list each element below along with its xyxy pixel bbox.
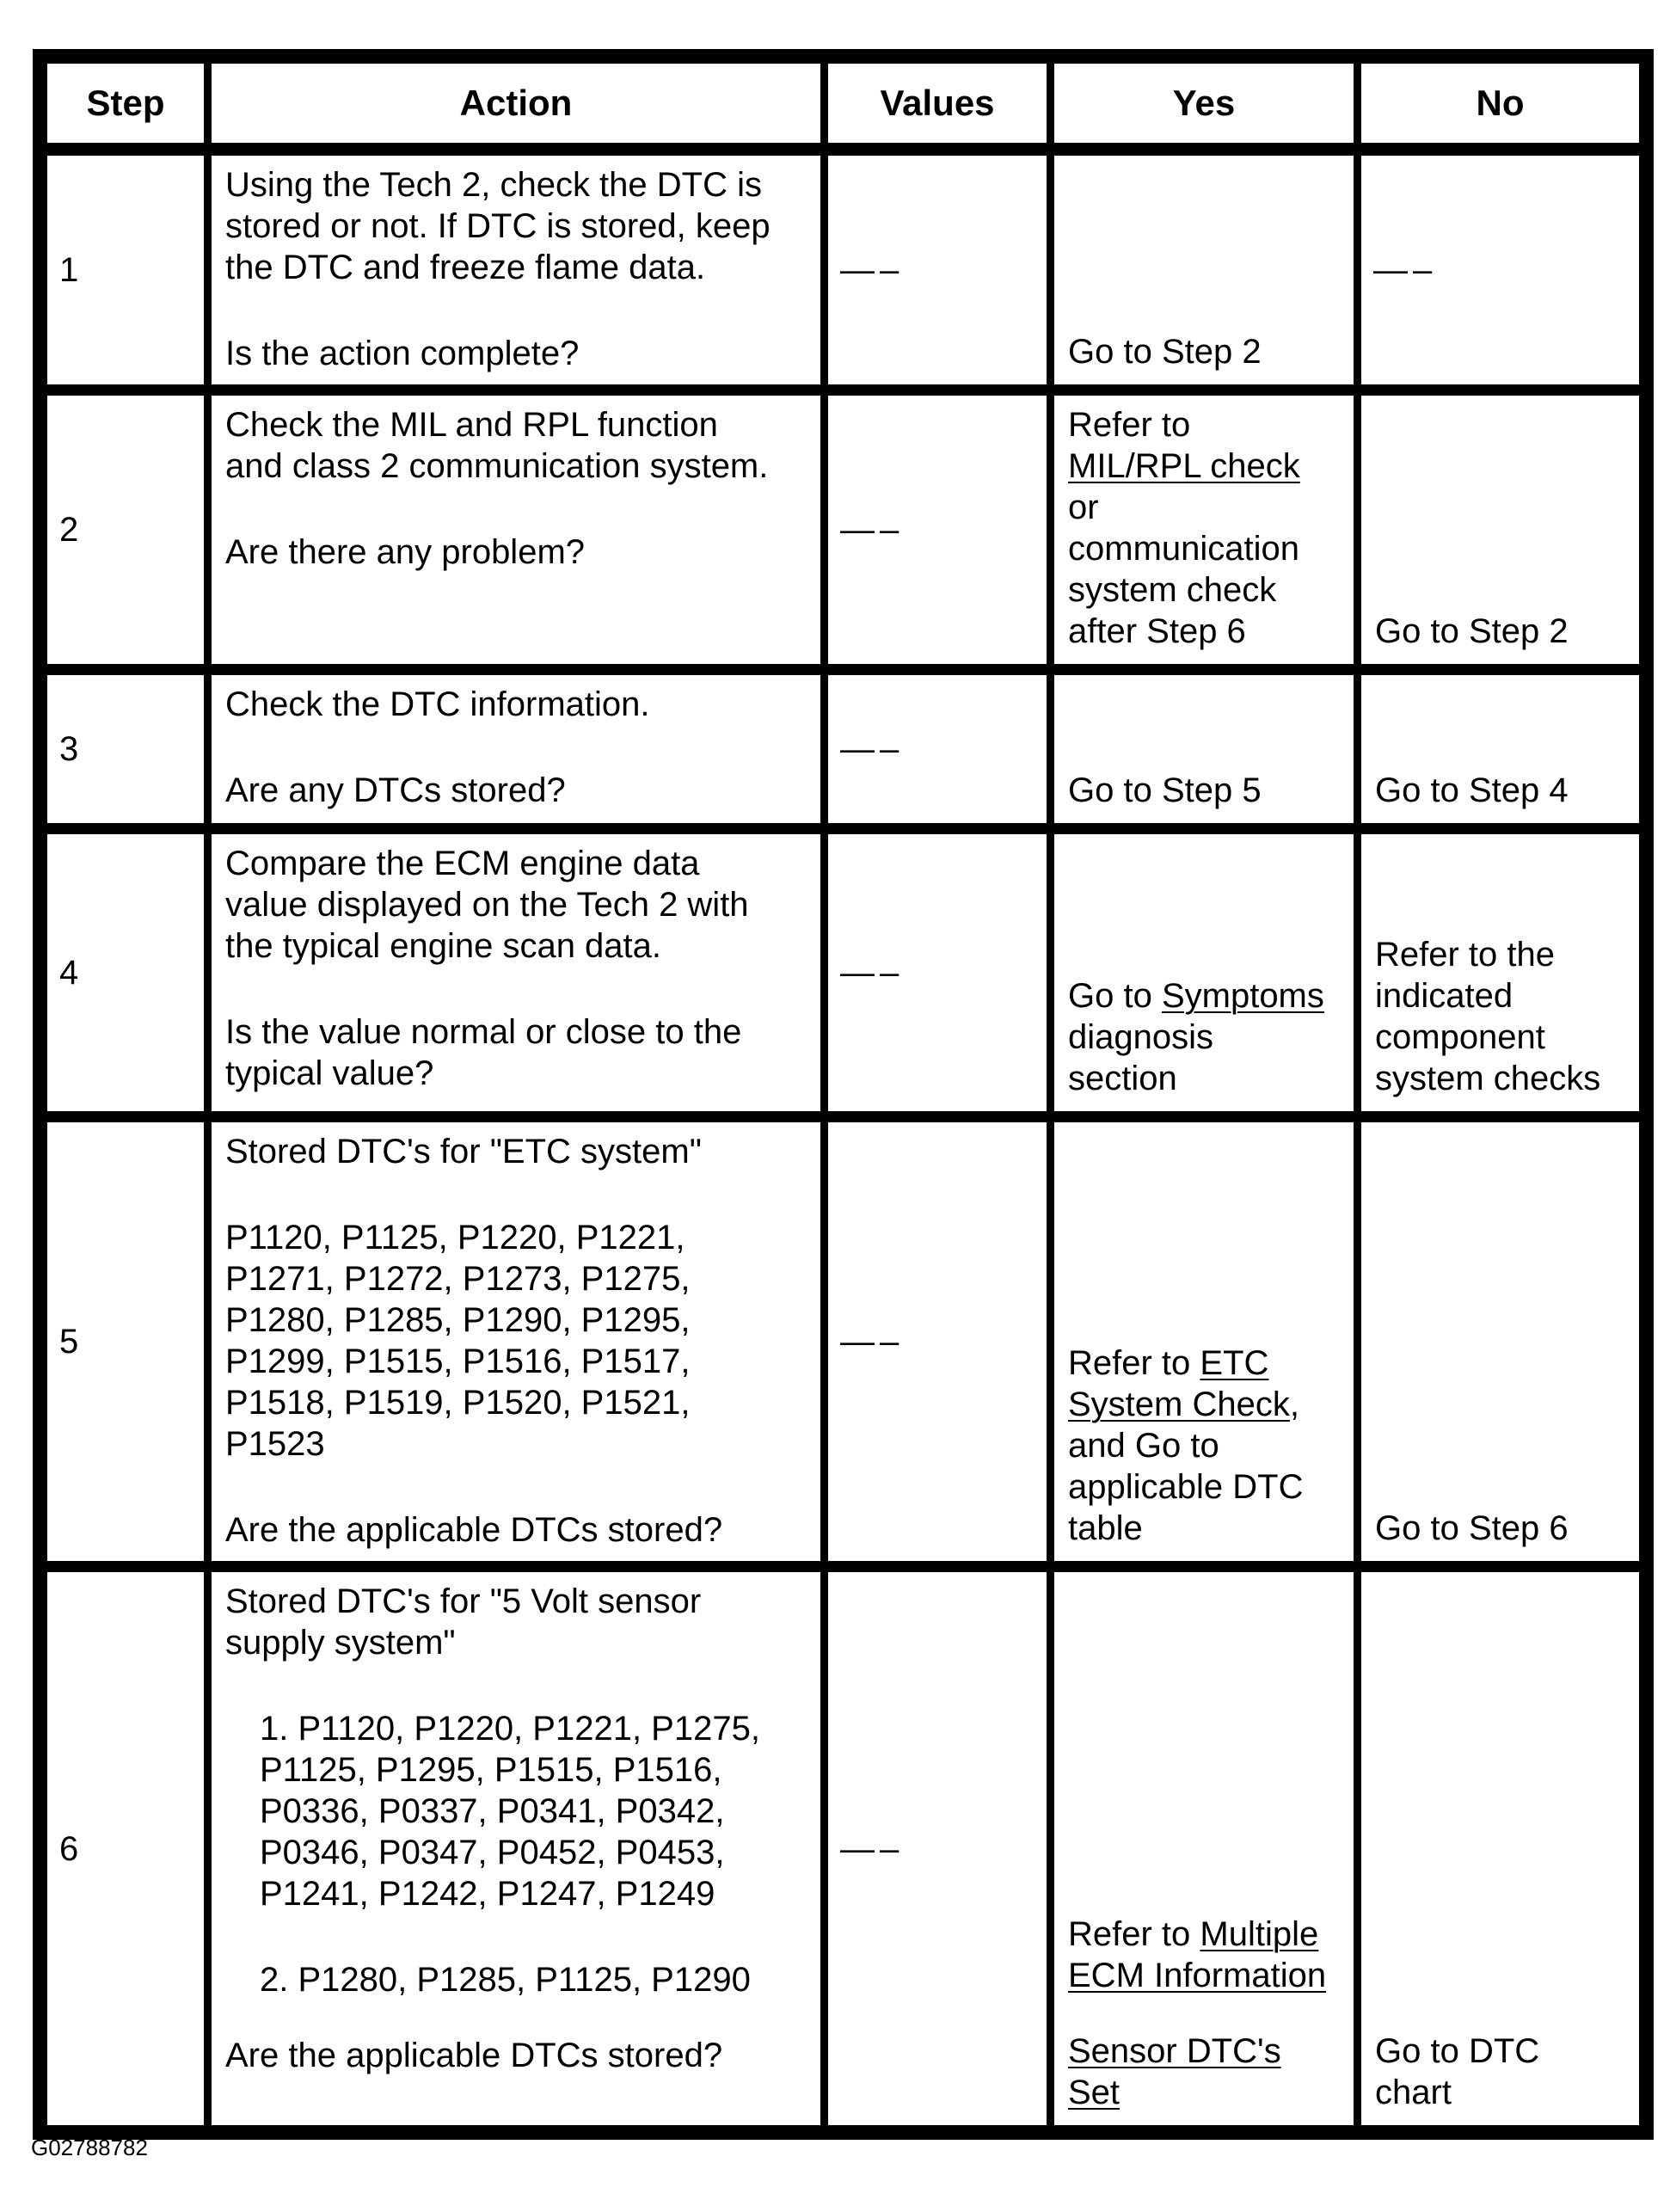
action-paragraph: Are the applicable DTCs stored? xyxy=(225,2037,723,2074)
action-paragraph: Compare the ECM engine data value displayed on the Tech 2 with the typical engine scan data. xyxy=(225,845,749,965)
text-segment: Refer to xyxy=(1068,406,1191,444)
table-row xyxy=(40,390,1647,670)
column-header-no: No xyxy=(1358,57,1647,150)
action-paragraph: 1. P1120, P1220, P1221, P1275, P1125, P1295, P1515, P1516, P0336, P0337, P0341, P0342, P0346, P0347, P0452, P0453, P1241, P1242, P1247, P1249 xyxy=(260,1710,760,1913)
text-segment: , and Go to applicable DTC table xyxy=(1068,1386,1304,1547)
cross-reference-link[interactable]: Sensor DTC's Set xyxy=(1068,2032,1281,2111)
cell-paragraph xyxy=(1068,770,1331,811)
text-segment: Refer to the indicated component system checks xyxy=(1375,936,1601,1097)
cell-paragraph xyxy=(1375,2031,1625,2113)
table-body xyxy=(40,150,1647,2133)
text-segment: Go to Step 6 xyxy=(1375,1509,1569,1547)
yes-cell xyxy=(1051,390,1358,670)
cell-paragraph xyxy=(1068,1343,1331,1549)
action-paragraph: Stored DTC's for "5 Volt sensor supply system" xyxy=(225,1582,702,1662)
no-cell xyxy=(1358,150,1647,390)
values-cell xyxy=(825,1567,1051,2133)
text-segment: Refer to xyxy=(1068,1915,1200,1953)
cell-paragraph xyxy=(1068,404,1331,652)
action-cell xyxy=(208,390,825,670)
step-cell: 5 xyxy=(40,1117,208,1567)
action-cell xyxy=(208,829,825,1117)
dash-placeholder: —– xyxy=(840,1323,905,1361)
text-segment: diagnosis section xyxy=(1068,1018,1214,1097)
values-cell xyxy=(825,1117,1051,1567)
action-paragraph: Check the MIL and RPL function and class 2 communication system. xyxy=(225,406,769,485)
column-header-yes: Yes xyxy=(1051,57,1358,150)
action-paragraph: Are any DTCs stored? xyxy=(225,771,566,809)
action-paragraph: 2. P1280, P1285, P1125, P1290 xyxy=(260,1961,751,1999)
dash-placeholder: —– xyxy=(840,511,905,549)
text-segment: Go to xyxy=(1068,977,1162,1015)
action-paragraph: Is the action complete? xyxy=(225,335,580,372)
action-paragraph: P1120, P1125, P1220, P1221, P1271, P1272, P1273, P1275, P1280, P1285, P1290, P1295, P1299, P1515, P1516, P1517, P1518, P1519, P1520, P1521, P1523 xyxy=(225,1219,691,1463)
cell-paragraph xyxy=(1068,1914,1331,1996)
text-segment: or communication system check after Step 6 xyxy=(1068,488,1300,650)
action-paragraph: Check the DTC information. xyxy=(225,685,650,723)
cross-reference-link[interactable]: Symptoms xyxy=(1161,977,1324,1015)
text-segment: Go to Step 2 xyxy=(1068,333,1262,371)
dash-placeholder: —– xyxy=(840,1829,905,1868)
values-cell xyxy=(825,390,1051,670)
table-row xyxy=(40,829,1647,1117)
cell-paragraph xyxy=(1375,934,1625,1099)
yes-cell xyxy=(1051,829,1358,1117)
cell-paragraph xyxy=(1068,331,1331,372)
step-cell: 3 xyxy=(40,670,208,829)
step-cell: 2 xyxy=(40,390,208,670)
dash-placeholder: —– xyxy=(840,954,905,992)
dash-placeholder: —– xyxy=(840,251,905,289)
step-cell: 6 xyxy=(40,1567,208,2133)
no-cell xyxy=(1358,390,1647,670)
values-cell xyxy=(825,829,1051,1117)
values-cell xyxy=(825,670,1051,829)
yes-cell xyxy=(1051,1117,1358,1567)
yes-cell xyxy=(1051,150,1358,390)
action-paragraph: Stored DTC's for "ETC system" xyxy=(225,1133,702,1171)
dash-placeholder: —– xyxy=(1373,251,1438,289)
action-paragraph: Are the applicable DTCs stored? xyxy=(225,1511,723,1549)
step-cell: 4 xyxy=(40,829,208,1117)
no-cell xyxy=(1358,1567,1647,2133)
column-header-values: Values xyxy=(825,57,1051,150)
cross-reference-link[interactable]: Multiple ECM Information xyxy=(1068,1915,1327,1994)
no-cell xyxy=(1358,1117,1647,1567)
text-segment: Go to Step 4 xyxy=(1375,771,1569,809)
text-segment: Refer to xyxy=(1068,1344,1200,1382)
text-segment: Go to Step 5 xyxy=(1068,771,1262,809)
yes-cell xyxy=(1051,670,1358,829)
cross-reference-link[interactable]: MIL/RPL check xyxy=(1068,447,1300,485)
values-cell xyxy=(825,150,1051,390)
action-paragraph: Are there any problem? xyxy=(225,533,586,571)
dash-placeholder: —– xyxy=(840,730,905,768)
figure-id: G02788782 xyxy=(31,2135,148,2160)
column-header-step: Step xyxy=(40,57,208,150)
column-header-action: Action xyxy=(208,57,825,150)
no-cell xyxy=(1358,829,1647,1117)
cell-paragraph xyxy=(1375,770,1625,811)
action-paragraph: Using the Tech 2, check the DTC is stored or not. If DTC is stored, keep the DTC and freeze flame data. xyxy=(225,166,771,286)
cross-reference-link[interactable]: ETC System Check xyxy=(1068,1344,1290,1423)
action-paragraph: Is the value normal or close to the typical value? xyxy=(225,1013,742,1092)
text-segment: Go to DTC chart xyxy=(1375,2032,1540,2111)
header-row xyxy=(40,57,1647,150)
diagnostic-table xyxy=(33,49,1654,2140)
action-cell xyxy=(208,1567,825,2133)
table-row xyxy=(40,670,1647,829)
cell-paragraph xyxy=(1068,975,1331,1099)
action-cell xyxy=(208,1117,825,1567)
table-row xyxy=(40,1117,1647,1567)
text-segment: Go to Step 2 xyxy=(1375,612,1569,650)
action-cell xyxy=(208,670,825,829)
table-row xyxy=(40,1567,1647,2133)
table-row xyxy=(40,150,1647,390)
yes-cell xyxy=(1051,1567,1358,2133)
cell-paragraph xyxy=(1375,611,1625,652)
cell-paragraph xyxy=(1375,1508,1625,1549)
table-header xyxy=(40,57,1647,150)
action-cell xyxy=(208,150,825,390)
no-cell xyxy=(1358,670,1647,829)
step-cell: 1 xyxy=(40,150,208,390)
cell-paragraph xyxy=(1068,2031,1331,2113)
